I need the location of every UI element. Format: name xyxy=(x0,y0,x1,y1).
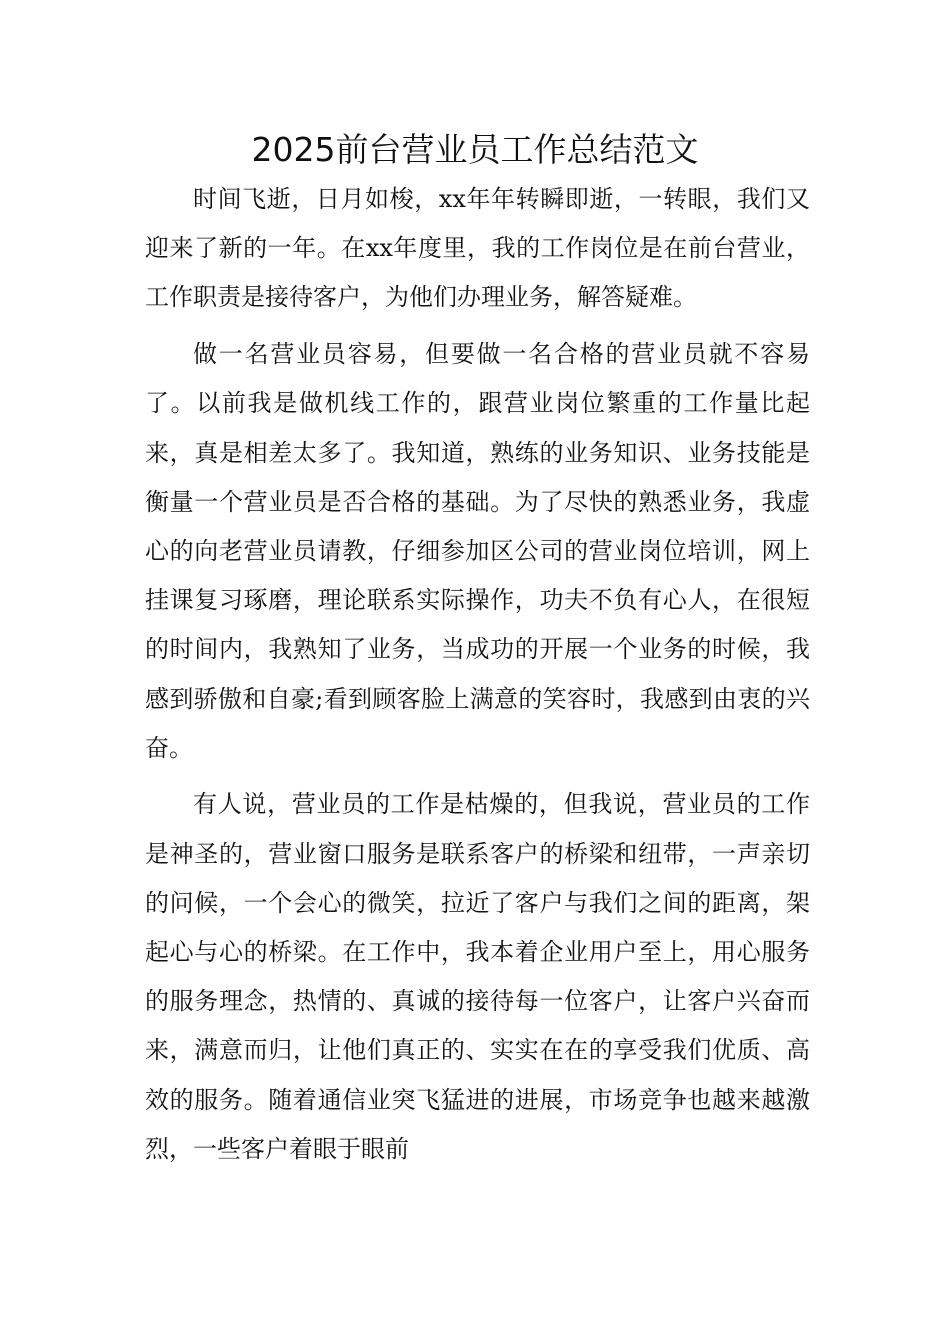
paragraph-2: 做一名营业员容易，但要做一名合格的营业员就不容易了。以前我是做机线工作的，跟营业岗位繁重的工作量比起来，真是相差太多了。我知道，熟练的业务知识、业务技能是衡量一个营业员是否合格的基础。为了尽快的熟悉业务，我虚心的向老营业员请教，仔细参加区公司的营业岗位培训，网上挂课复习琢磨，理论联系实际操作，功夫不负有心人，在很短的时间内，我熟知了业务，当成功的开展一个业务的时候，我感到骄傲和自豪;看到顾客脸上满意的笑容时，我感到由衷的兴奋。 xyxy=(145,340,810,762)
paragraph-1: 时间飞逝，日月如梭，xx年年转瞬即逝，一转眼，我们又迎来了新的一年。在xx年度里，我的工作岗位是在前台营业，工作职责是接待客户，为他们办理业务，解答疑难。 xyxy=(145,185,810,312)
document-body xyxy=(145,175,810,1174)
document-title: 2025前台营业员工作总结范文 xyxy=(251,130,699,169)
paragraph-3: 有人说，营业员的工作是枯燥的，但我说，营业员的工作是神圣的，营业窗口服务是联系客户的桥梁和纽带，一声亲切的问候，一个会心的微笑，拉近了客户与我们之间的距离，架起心与心的桥梁。在工作中，我本着企业用户至上，用心服务的服务理念，热情的、真诚的接待每一位客户，让客户兴奋而来，满意而归，让他们真正的、实实在在的享受我们优质、高效的服务。随着通信业突飞猛进的进展，市场竞争也越来越激烈，一些客户着眼于眼前 xyxy=(145,790,810,1163)
